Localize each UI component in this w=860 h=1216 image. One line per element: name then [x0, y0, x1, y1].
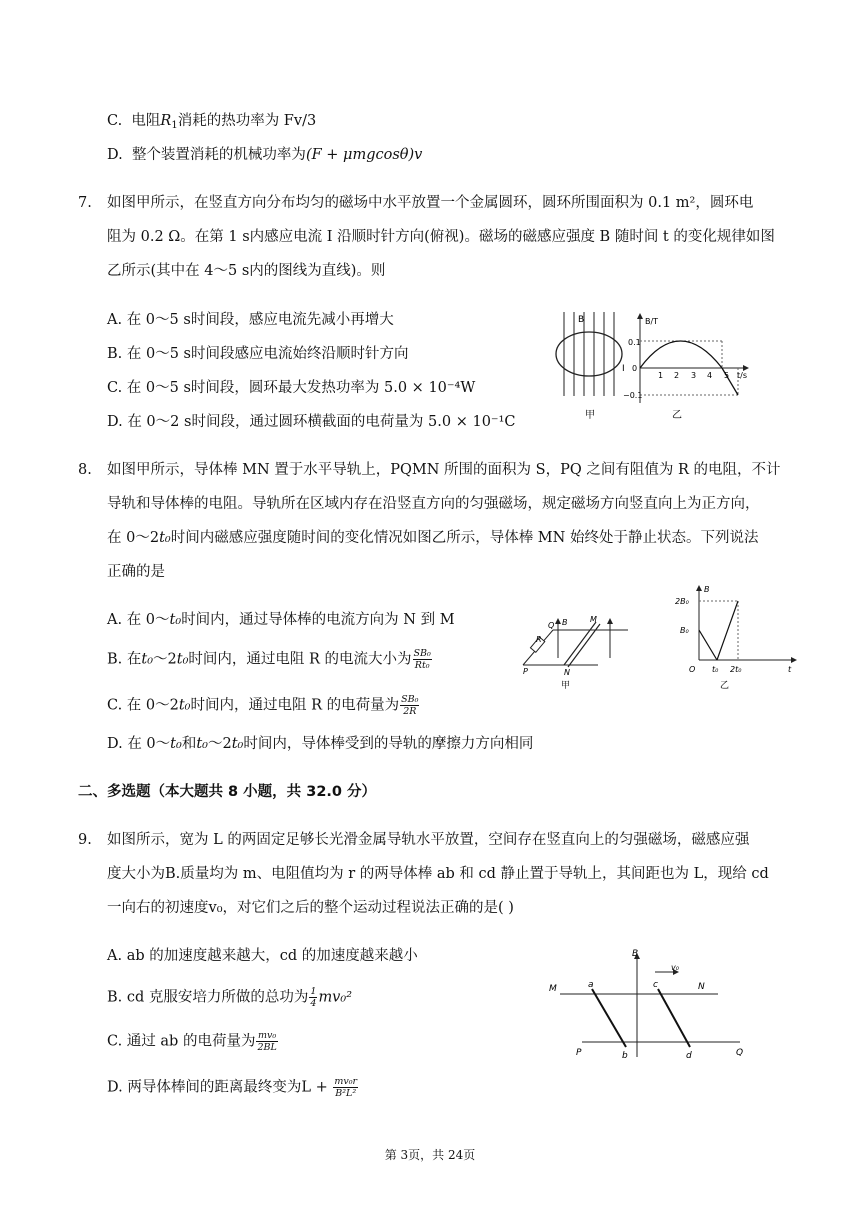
q8-jia-p: P [523, 667, 528, 676]
q7-yi-tick-3: 3 [691, 371, 697, 380]
q8-yi-caption: 乙 [720, 681, 730, 691]
q9-option-a: A. ab 的加速度越来越大，cd 的加速度越来越小 [107, 948, 418, 964]
q7-option-b: B. 在 0～5 s时间段感应电流始终沿顺时针方向 [107, 346, 409, 362]
q9-fig-c: c [653, 980, 658, 990]
q8-jia-n: N [564, 668, 570, 677]
q9-number: 9. [78, 832, 92, 848]
q7-yi-tick-neg0.1: −0.1 [623, 391, 643, 400]
q7-yi-xlabel: t/s [737, 371, 747, 380]
q9-fig-q: Q [736, 1048, 744, 1058]
q9-fig-n: N [698, 982, 705, 992]
q8-stem-2: 导轨和导体棒的电阻。导轨所在区域内存在沿竖直方向的匀强磁场，规定磁场方向竖直向上为正方向， [107, 496, 760, 512]
q9-fig-v0: v₀ [671, 963, 679, 972]
q8-option-b: B. 在t₀～2t₀时间内，通过电阻 R 的电流大小为 $\frac{\text{SB₀}}{\text{Rt₀}}$ [107, 648, 431, 671]
q8-jia-m: M [590, 615, 597, 624]
q7-jia-b-label: B [578, 315, 585, 325]
q8-figure-jia [518, 610, 638, 690]
q7-stem-1: 如图甲所示，在竖直方向分布均匀的磁场中水平放置一个金属圆环，圆环所围面积为 0.1 m²，圆环电 [107, 195, 754, 211]
q8-stem-1: 如图甲所示，导体棒 MN 置于水平导轨上，PQMN 所围的面积为 S，PQ 之间有阻值为 R 的电阻，不计 [107, 462, 781, 478]
q8-figure-yi [672, 582, 802, 692]
q8-option-a: A. 在 0～t₀时间内，通过导体棒的电流方向为 N 到 M [107, 612, 455, 628]
q8-jia-q: Q [548, 621, 555, 630]
q8-stem-4: 正确的是 [107, 564, 165, 580]
q7-figure-jia [552, 308, 632, 428]
q8-yi-origin: O [689, 665, 696, 674]
q8-stem-3: 在 0～2t₀时间内磁感应强度随时间的变化情况如图乙所示，导体棒 MN 始终处于静止状态。下列说法 [107, 530, 759, 546]
q7-yi-caption: 乙 [672, 410, 682, 421]
q7-option-a: A. 在 0～5 s时间段，感应电流先减小再增大 [107, 312, 394, 328]
q9-fig-b: B [632, 949, 639, 959]
q9-fig-m: M [549, 984, 557, 994]
q9-fig-a: a [588, 980, 594, 990]
q7-yi-tick-4: 4 [707, 371, 713, 380]
q9-stem-1: 如图所示，宽为 L 的两固定足够长光滑金属导轨水平放置，空间存在竖直向上的匀强磁场，磁感应强 [107, 832, 750, 848]
q8-number: 8. [78, 462, 92, 478]
q9-option-b: B. cd 克服安培力所做的总功为 $\frac{1}{4}$ mv₀² [107, 986, 353, 1009]
q8-jia-r: R [536, 635, 542, 644]
q7-number: 7. [78, 195, 92, 211]
q8-yi-b-axis: B [704, 585, 710, 594]
page-footer: 第 3页，共 24页 [384, 1148, 476, 1162]
q9-stem-2: 度大小为B.质量均为 m、电阻值均为 r 的两导体棒 ab 和 cd 静止置于导轨上，其间距也为 L，现给 cd [107, 866, 769, 882]
q7-yi-tick-0.1: 0.1 [628, 338, 641, 347]
q9-figure [540, 945, 760, 1065]
q7-yi-origin: 0 [632, 364, 638, 373]
q7-yi-tick-2: 2 [674, 371, 680, 380]
q9-option-c: C. 通过 ab 的电荷量为 $\frac{\text{mv₀}}{2BL}$ [107, 1030, 277, 1053]
q8-yi-b0: B₀ [680, 626, 689, 635]
q7-option-d: D. 在 0～2 s时间段，通过圆环横截面的电荷量为 5.0 × 10⁻¹C [107, 414, 516, 430]
q7-stem-3: 乙所示(其中在 4～5 s内的图线为直线)。则 [107, 263, 386, 279]
q9-option-d: D. 两导体棒间的距离最终变为L + $\frac{\text{mv₀r}}{\text{B²L²}}$ [107, 1076, 358, 1099]
section-multiple-choice-title: 二、多选题（本大题共 8 小题，共 32.0 分） [78, 784, 377, 800]
q7-yi-tick-1: 1 [658, 371, 664, 380]
q9-stem-3: 一向右的初速度v₀，对它们之后的整个运动过程说法正确的是( ) [107, 900, 514, 916]
q9-fig-b-point: b [622, 1051, 628, 1061]
q8-jia-caption: 甲 [561, 681, 571, 691]
q8-yi-t-axis: t [788, 665, 792, 674]
q8-jia-b: B [562, 618, 568, 627]
q7-jia-i-label: I [622, 364, 625, 374]
q6-option-d: D. 整个装置消耗的机械功率为(F + μmgcosθ)v [107, 147, 423, 163]
q7-yi-tick-5: 5 [724, 371, 730, 380]
q8-option-d: D. 在 0～t₀和t₀～2t₀时间内，导体棒受到的导轨的摩擦力方向相同 [107, 736, 534, 752]
q8-yi-2t0: 2t₀ [730, 665, 742, 674]
q8-yi-t0: t₀ [712, 665, 719, 674]
q7-stem-2: 阻为 0.2 Ω。在第 1 s内感应电流 I 沿顺时针方向(俯视)。磁场的磁感应强度 B 随时间 t 的变化规律如图 [107, 229, 775, 245]
q7-jia-caption: 甲 [585, 410, 595, 421]
q8-yi-2b0: 2B₀ [675, 597, 689, 606]
q7-figure-yi [625, 308, 755, 428]
q8-option-c: C. 在 0～2t₀时间内，通过电阻 R 的电荷量为 $\frac{\text{SB₀}}{2R}$ [107, 694, 419, 717]
q6-option-c: C. 电阻$R_1$消耗的热功率为 Fv/3 [107, 113, 317, 131]
q7-option-c: C. 在 0～5 s时间段，圆环最大发热功率为 5.0 × 10⁻⁴W [107, 380, 476, 396]
q9-fig-d: d [686, 1051, 692, 1061]
q7-yi-ylabel: B/T [645, 317, 659, 326]
q9-fig-p: P [576, 1048, 582, 1058]
